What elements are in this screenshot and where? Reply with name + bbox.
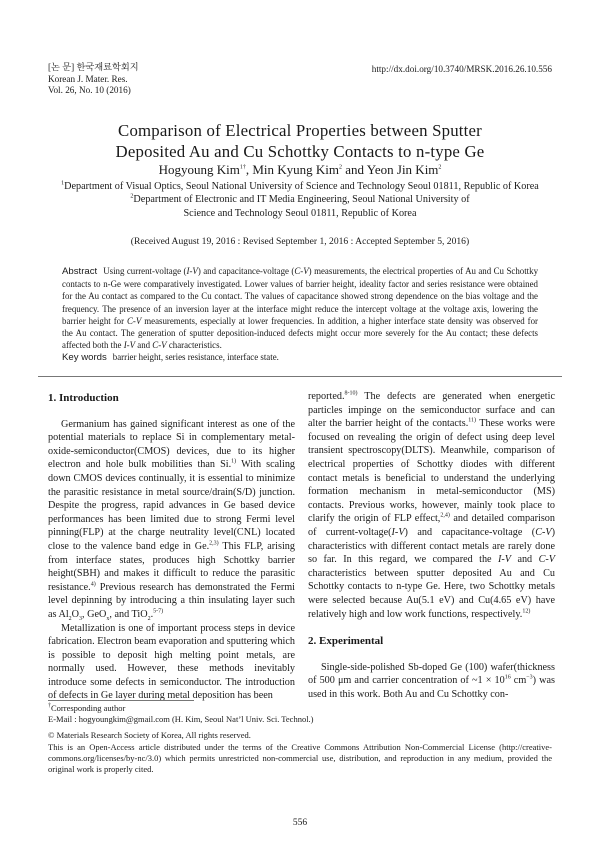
copyright-notice: © Materials Research Society of Korea, All rights reserved. bbox=[48, 730, 251, 741]
paragraph-text: Germanium has gained significant interest as one of the potential materials to replace Si in complementary metal-oxide-semiconductor(CMOS) devices, due to its higher electron and hole bulk mobilities than Si. bbox=[48, 418, 295, 471]
superscript: 16 bbox=[504, 674, 511, 681]
intro-paragraph-2: Metallization is one of important process steps in device fabrication. Electron beam evaporation and sputtering which is possible to deposit high melting point metals, are normally used. However, these methods inevitably introduce some defects in semiconductor. The introduction of defects in Ge layer during metal deposition has been bbox=[48, 622, 295, 702]
author-list bbox=[0, 162, 600, 178]
paragraph-text: ) characteristics with different contact metals are rarely done so far. In this regard, we compared the bbox=[308, 526, 556, 566]
section-divider bbox=[38, 376, 562, 377]
paragraph-text: reported. bbox=[308, 391, 345, 402]
journal-volume: Vol. 26, No. 10 (2016) bbox=[48, 85, 131, 95]
dagger-marker: † bbox=[48, 703, 51, 710]
subscript: 2 bbox=[147, 615, 151, 622]
italic-term: I-V bbox=[498, 554, 512, 566]
citation: 2,4) bbox=[440, 512, 450, 519]
affiliation-2-marker: 2 bbox=[130, 194, 134, 201]
italic-term: C-V bbox=[538, 554, 555, 566]
paragraph-text: and detailed comparison of current-voltage( bbox=[308, 513, 555, 538]
abstract-text: ) and capacitance-voltage ( bbox=[197, 266, 295, 276]
title-line-2: Deposited Au and Cu Schottky Contacts to n-type Ge bbox=[115, 142, 485, 161]
subscript: x bbox=[106, 615, 110, 622]
author-separator: , bbox=[245, 162, 253, 177]
author-2: Min Kyung Kim bbox=[252, 162, 339, 177]
abstract-italic: I-V bbox=[186, 266, 198, 276]
affiliation-1-marker: 1 bbox=[61, 180, 65, 187]
paragraph-text: These works were focused on revealing the origin of defect using deep level transient spectroscopy(DLTS). Meanwhile, comparison of electrical properties of Schottky diodes with different contact metals is beneficial to understand the underlying formation mechanism in metal-semiconductor (MS) contacts. Previous works, however, mainly took place to clarify the origin of FLP effect, bbox=[308, 418, 555, 525]
paragraph-text: , GeO bbox=[82, 608, 107, 620]
affiliations bbox=[40, 180, 560, 220]
paragraph-text: Previous research has demonstrated the Fermi level depinning by introducing a thin insulating layer such as Al bbox=[48, 581, 295, 620]
journal-header bbox=[48, 62, 139, 97]
footnotes bbox=[48, 703, 552, 775]
affiliation-2-line-2: Science and Technology Seoul 01811, Republic of Korea bbox=[183, 207, 417, 219]
paragraph-text: cm bbox=[510, 675, 527, 687]
citation: 5-7) bbox=[153, 608, 164, 615]
italic-term: C-V bbox=[535, 526, 552, 538]
paragraph-text: . bbox=[150, 608, 154, 620]
paper-title bbox=[0, 120, 600, 162]
paragraph-text: ) and capacitance-voltage ( bbox=[404, 526, 536, 538]
citation: 1) bbox=[231, 458, 237, 465]
subscript: 3 bbox=[79, 615, 83, 622]
abstract bbox=[62, 265, 538, 351]
abstract-text: ) measurements, the electrical properties of Au and Cu Schottky contacts to n-Ge were comparatively investigated. Lower values of barrier height, ideality factor and series resistance were obtained for the Au contact as compared to the Cu contact. The values of capacitance showed strong dependence on the bias voltage and the frequency. The presence of an inversion layer at the interface might reduce the intercept voltage at the voltage axis, lowering the barrier height for bbox=[62, 266, 539, 326]
left-column bbox=[48, 390, 295, 703]
author-2-marker: 2 bbox=[338, 164, 342, 171]
citation: 4) bbox=[90, 581, 96, 588]
intro-paragraph-3 bbox=[308, 390, 555, 621]
affiliation-1-text: Department of Visual Optics, Seoul National University of Science and Technology Seoul 01811, Republic of Korea bbox=[64, 181, 539, 192]
paragraph-text: , and TiO bbox=[109, 608, 148, 620]
abstract-text: and bbox=[135, 340, 153, 351]
right-column bbox=[308, 390, 555, 701]
author-separator: and bbox=[341, 162, 367, 177]
paragraph-text: The defects are generated when energetic particles impinge on the semiconductor surface and can alter the barrier height of the contacts. bbox=[308, 391, 555, 430]
paragraph-text: ) was used in this work. Both Au and Cu Schottky con- bbox=[308, 675, 555, 700]
author-3: Yeon Jin Kim bbox=[366, 162, 439, 177]
affiliation-1 bbox=[40, 180, 560, 193]
footnote-divider bbox=[48, 700, 194, 701]
abstract-italic: C-V bbox=[152, 340, 167, 351]
author-1-marker: 1† bbox=[239, 164, 246, 171]
corresponding-author-label: Corresponding author bbox=[51, 703, 126, 713]
superscript: −3 bbox=[526, 674, 533, 681]
citation: 11) bbox=[468, 417, 477, 424]
abstract-italic: C-V bbox=[127, 315, 142, 326]
subscript: 2 bbox=[68, 615, 72, 622]
paragraph-text: Single-side-polished Sb-doped Ge (100) wafer(thickness of 500 μm and carrier concentration of ~1 × 10 bbox=[308, 661, 555, 687]
experimental-heading: 2. Experimental bbox=[308, 635, 384, 648]
abstract-label: Abstract bbox=[62, 266, 98, 277]
affiliation-2 bbox=[40, 193, 560, 206]
paragraph-text: and bbox=[511, 554, 539, 566]
corresponding-author-note bbox=[48, 703, 552, 714]
journal-abbreviation: Korean J. Mater. Res. bbox=[48, 73, 128, 84]
abstract-italic: I-V bbox=[123, 340, 136, 351]
abstract-italic: C-V bbox=[294, 266, 309, 276]
affiliation-2-line-1: Department of Electronic and IT Media Engineering, Seoul National University of bbox=[133, 194, 470, 206]
author-1: Hogyoung Kim bbox=[158, 162, 240, 177]
intro-paragraph-1 bbox=[48, 418, 295, 622]
author-email[interactable]: E-Mail : hogyoungkim@gmail.com (H. Kim, Seoul Nat’l Univ. Sci. Technol.) bbox=[48, 714, 314, 725]
introduction-heading: 1. Introduction bbox=[48, 392, 119, 404]
doi-link[interactable]: http://dx.doi.org/10.3740/MRSK.2016.26.10.556 bbox=[371, 64, 552, 74]
page-number: 556 bbox=[292, 818, 308, 828]
italic-term: I-V bbox=[391, 526, 405, 538]
citation: 2,3) bbox=[209, 540, 219, 547]
paragraph-text: With scaling down CMOS devices continually, it is essential to minimize the parasitic resistance in metal source/drain(S/D) junction. Despite the progress, rapid advances in Ge based device performances has been limited due to strong Fermi level pinning(FLP) at the charge neutrality level(CNL) located close to the valence band edge in Ge. bbox=[48, 459, 296, 552]
paragraph-text: O bbox=[71, 608, 80, 620]
abstract-text: characteristics. bbox=[166, 340, 222, 351]
experimental-paragraph-1 bbox=[308, 661, 555, 702]
keywords bbox=[62, 352, 279, 363]
paragraph-text: This FLP, arising from interface states, produces high Schottky barrier height(SBH) and makes it difficult to reduce the parasitic resistance. bbox=[48, 540, 295, 593]
citation: 12) bbox=[522, 608, 531, 615]
paragraph-text: characteristics between sputter deposited Au and Cu Schottky contacts to n-type Ge. Here, two Schottky metals were selected because Au(5.1 eV) and Cu(4.65 eV) have relatively high and low work functions, respectively. bbox=[308, 567, 555, 620]
citation: 8-10) bbox=[344, 390, 358, 397]
keywords-label: Key words bbox=[62, 352, 107, 363]
author-3-marker: 2 bbox=[438, 164, 442, 171]
received-dates: (Received August 19, 2016 : Revised September 1, 2016 : Accepted September 5, 2016) bbox=[130, 236, 470, 247]
abstract-text: Using current-voltage ( bbox=[103, 266, 187, 276]
title-line-1: Comparison of Electrical Properties between Sputter bbox=[118, 121, 482, 140]
abstract-text: measurements, especially at lower frequencies. In addition, a higher interface state density was observed for the Au contact. The generation of sputter deposition-induced defects might occur more severely for the Au contact; these defects affected both the bbox=[62, 315, 538, 351]
license-notice: This is an Open-Access article distributed under the terms of the Creative Commons Attribution Non-Commercial License (http://creative-commons.org/licenses/by-nc/3.0) which permits unrestricted non-commercial use, distribution, and reproduction in any medium, provided the original work is properly cited. bbox=[48, 741, 552, 775]
journal-korean-name: [논 문] 한국재료학회지 bbox=[48, 62, 139, 72]
keywords-text: barrier height, series resistance, interface state. bbox=[112, 352, 279, 362]
